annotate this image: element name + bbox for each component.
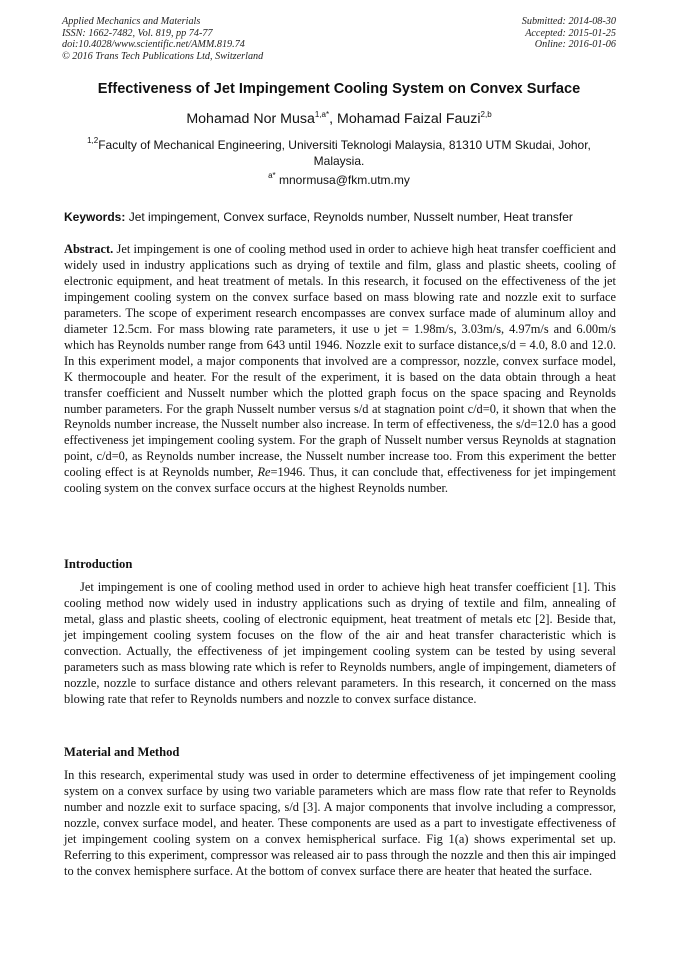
method-paragraph: In this research, experimental study was used in order to determine effectiveness of jet impingement cooling system on a convex surface by using two variable parameters which are mass flow rate that refer to Reynolds number and nozzle exit to surface spacing, s/d [3]. A major components that involve including a compressor, nozzle, convex surface model, and heater. These components are used as a part to investigate effectiveness of jet impingement cooling system on a convex hemispherical surface. Fig 1(a) shows experimental set up. Referring to this experiment, compressor was released air to pass through the nozzle and then this air impinged to the convex hemisphere surface. At the bottom of convex surface there are heater that heated the surface. <box>64 768 616 878</box>
abstract <box>64 242 616 497</box>
journal-doi: doi:10.4028/www.scientific.net/AMM.819.74 <box>62 39 245 51</box>
journal-header <box>62 16 263 62</box>
introduction-paragraph: Jet impingement is one of cooling method used in order to achieve high heat transfer coefficient [1]. This cooling method now widely used in industry applications such as drying of textile and film, annealing of metal, glass and plastic sheets, cooling of electronic equipment, heat treatment of metals etc [2]. Beside that, jet impingement cooling system focuses on the flow of the air and heat transfer characteristic which is convection. Actually, the effectiveness of jet impingement cooling system can be tested by using several parameters such as mass blowing rate which is refer to Reynolds numbers, angle of impingement, diameters of nozzle, nozzle to surface distance and others relevant parameters. In this research, it concerned on the mass blowing rate that refer to Reynolds numbers and nozzle to convex surface distance. <box>64 580 616 706</box>
paper-title: Effectiveness of Jet Impingement Cooling System on Convex Surface <box>97 81 581 97</box>
author-line <box>0 111 678 127</box>
author-1-sup: 1,a* <box>314 110 330 119</box>
author-1: Mohamad Nor Musa <box>186 111 315 127</box>
abstract-label: Abstract. <box>64 242 114 256</box>
email-line <box>0 173 678 187</box>
submitted-date: Submitted: 2014-08-30 <box>521 16 616 27</box>
affiliation-sup: 1,2 <box>87 136 99 145</box>
method-heading: Material and Method <box>64 745 180 759</box>
dates-header <box>522 16 616 51</box>
online-date: Online: 2016-01-06 <box>534 39 616 51</box>
accepted-date: Accepted: 2015-01-25 <box>525 27 616 39</box>
author-separator: , <box>329 111 337 127</box>
abstract-text-end: =1946. Thus, it can conclude that, effectiveness for jet impingement cooling system on the convex surface occurs at the highest Reynolds number. <box>64 465 616 496</box>
abstract-re-symbol: Re <box>257 465 271 480</box>
journal-name: Applied Mechanics and Materials <box>62 16 201 27</box>
keywords-text: Jet impingement, Convex surface, Reynolds number, Nusselt number, Heat transfer <box>125 210 573 224</box>
author-2: Mohamad Faizal Fauzi <box>337 111 481 127</box>
journal-issn: ISSN: 1662-7482, Vol. 819, pp 74-77 <box>62 27 213 39</box>
journal-copyright: © 2016 Trans Tech Publications Ltd, Switzerland <box>62 50 264 62</box>
affiliation <box>72 137 606 169</box>
abstract-text: Jet impingement is one of cooling method used in order to achieve high heat transfer coefficient and widely used in industry applications such as drying of textile and film, glass and plastic sheets, cooling of electronic equipment, and heat treatment of metals. In this research, it focused on the effectiveness of the jet impingement cooling system on the convex surface based on mass blowing rate and nozzle exit to surface parameters. The scope of experiment research encompasses are convex surface made of aluminum alloy and diameter 12.5cm. For mass blowing rate parameters, it use υ jet = 1.98m/s, 3.03m/s, 4.97m/s and 6.00m/s which has Reynolds number range from 643 until 1946. Nozzle exit to surface distance,s/d = 4.0, 8.0 and 12.0. In this experiment model, a major components that involved are a compressor, nozzle, convex surface model, K thermocouple and heater. For the result of the experiment, it is based on the data obtain through a heat transfer coefficient and Nusselt number which the plotted graph focus on the space spacing and Reynolds number parameters. For the graph Nusselt number versus s/d at stagnation point c/d=0, it shown that when the Reynolds number increase, the Nusselt number also increase. In term of effectiveness, the s/d=12.0 has a good effectiveness jet impingement cooling system. For the graph of Nusselt number versus Reynolds at stagnation point, c/d=0, as Reynolds number increase, the Nusselt number increase too. From this experiment the better cooling effect is at Reynolds number, <box>64 242 616 480</box>
author-2-sup: 2,b <box>480 110 492 119</box>
keywords <box>64 210 616 224</box>
keywords-label: Keywords: <box>64 210 126 224</box>
introduction-heading: Introduction <box>64 557 133 571</box>
email-sup: a* <box>268 171 276 180</box>
email-address: mnormusa@fkm.utm.my <box>275 173 410 187</box>
affiliation-text: Faculty of Mechanical Engineering, Universiti Teknologi Malaysia, 81310 UTM Skudai, Johor, Malaysia. <box>98 138 591 168</box>
